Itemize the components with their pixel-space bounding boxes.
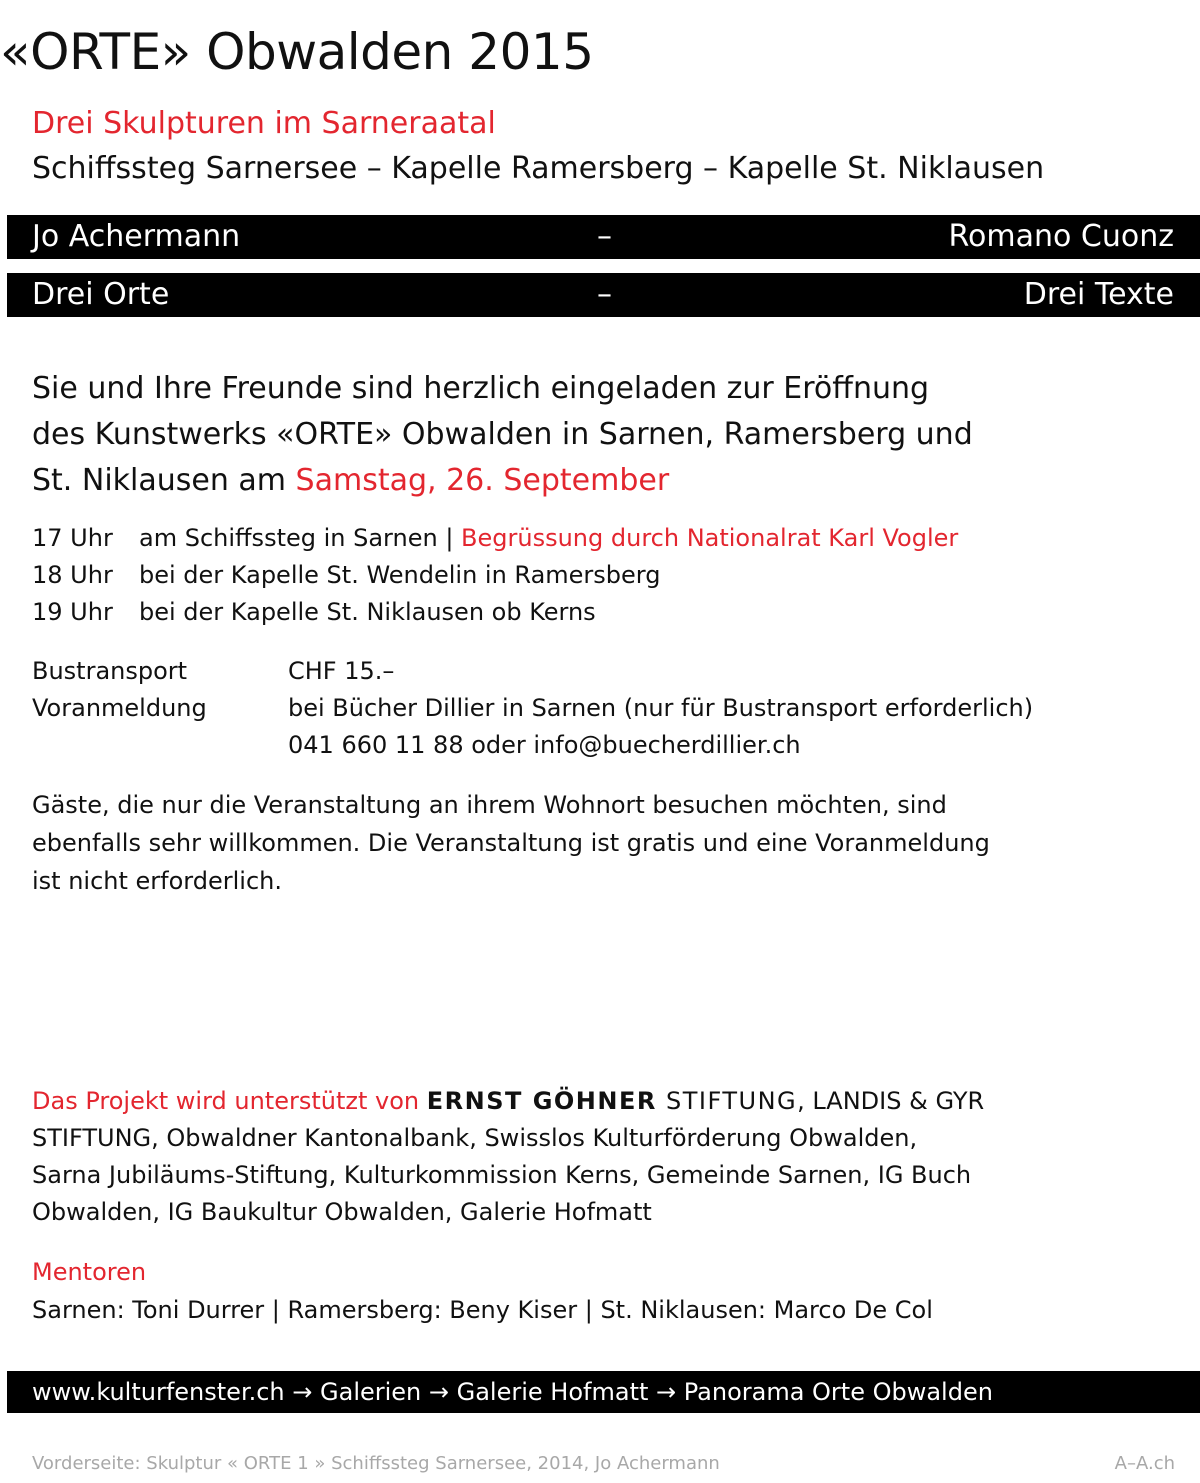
goehner-logo-bold: ERNST GÖHNER [426, 1087, 657, 1115]
schedule-detail [139, 520, 958, 557]
texts-label: Drei Texte [1023, 277, 1174, 312]
invitation-line: des Kunstwerks «ORTE» Obwalden in Sarnen, Ramersberg und [32, 417, 973, 452]
schedule-note: Begrüssung durch Nationalrat Karl Vogler [461, 524, 959, 552]
sponsors-line: Obwalden, IG Baukultur Obwalden, Galerie Hofmatt [32, 1198, 652, 1226]
sponsors-continued: , LANDIS & GYR [797, 1087, 985, 1115]
invitation-prefix: St. Niklausen am [32, 463, 296, 498]
guests-line: Gäste, die nur die Veranstaltung an ihrem Wohnort besuchen möchten, sind [32, 791, 947, 819]
schedule-place: am Schiffssteg in Sarnen [139, 524, 438, 552]
sponsors-line: STIFTUNG, Obwaldner Kantonalbank, Swisslos Kulturförderung Obwalden, [32, 1124, 918, 1152]
designer-brand: A–A.ch [1114, 1453, 1175, 1474]
goehner-logo [427, 1087, 797, 1115]
places-texts-bar [7, 273, 1200, 317]
page-title: «ORTE» Obwalden 2015 [0, 23, 594, 81]
invitation-text [32, 366, 973, 504]
goehner-logo-light: STIFTUNG [656, 1087, 798, 1115]
artists-separator: – [597, 219, 612, 254]
sponsors-line: Sarna Jubiläums-Stiftung, Kulturkommission Kerns, Gemeinde Sarnen, IG Buch [32, 1161, 972, 1189]
link-bar [7, 1371, 1200, 1413]
sponsors [32, 1083, 984, 1231]
schedule-time: 18 Uhr [32, 561, 113, 589]
photo-credit: Vorderseite: Skulptur « ORTE 1 » Schiffssteg Sarnersee, 2014, Jo Achermann [32, 1453, 720, 1474]
website-path: www.kulturfenster.ch → Galerien → Galerie Hofmatt → Panorama Orte Obwalden [32, 1378, 993, 1406]
event-date: Samstag, 26. September [295, 463, 670, 498]
mentors [32, 1253, 933, 1329]
artist-left: Jo Achermann [32, 219, 241, 254]
sponsors-lead: Das Projekt wird unterstützt von [32, 1087, 427, 1115]
mentors-list: Sarnen: Toni Durrer | Ramersberg: Beny Kiser | St. Niklausen: Marco De Col [32, 1296, 933, 1324]
locations-line: Schiffssteg Sarnersee – Kapelle Ramersberg – Kapelle St. Niklausen [32, 151, 1045, 186]
registration-contact: 041 660 11 88 oder info@buecherdillier.ch [288, 731, 801, 759]
guests-line: ist nicht erforderlich. [32, 867, 282, 895]
places-label: Drei Orte [32, 277, 170, 312]
schedule-place: bei der Kapelle St. Wendelin in Ramersberg [139, 561, 661, 589]
registration-value: bei Bücher Dillier in Sarnen (nur für Bustransport erforderlich) [288, 694, 1034, 722]
guests-line: ebenfalls sehr willkommen. Die Veranstaltung ist gratis und eine Voranmeldung [32, 829, 990, 857]
sponsors-line [32, 1083, 984, 1120]
schedule-time: 19 Uhr [32, 598, 113, 626]
invitation-line [32, 458, 973, 504]
invitation-line: Sie und Ihre Freunde sind herzlich eingeladen zur Eröffnung [32, 371, 930, 406]
guests-note [32, 786, 1182, 900]
places-separator: – [597, 277, 612, 312]
schedule-time: 17 Uhr [32, 524, 113, 552]
schedule-divider: | [437, 524, 462, 552]
schedule-place: bei der Kapelle St. Niklausen ob Kerns [139, 598, 596, 626]
registration-label: Voranmeldung [32, 694, 207, 722]
bus-price: CHF 15.– [288, 657, 395, 685]
bus-label: Bustransport [32, 657, 188, 685]
artists-bar [7, 215, 1200, 259]
artist-right: Romano Cuonz [948, 219, 1174, 254]
subtitle: Drei Skulpturen im Sarneraatal [32, 106, 496, 141]
mentors-heading: Mentoren [32, 1258, 147, 1286]
